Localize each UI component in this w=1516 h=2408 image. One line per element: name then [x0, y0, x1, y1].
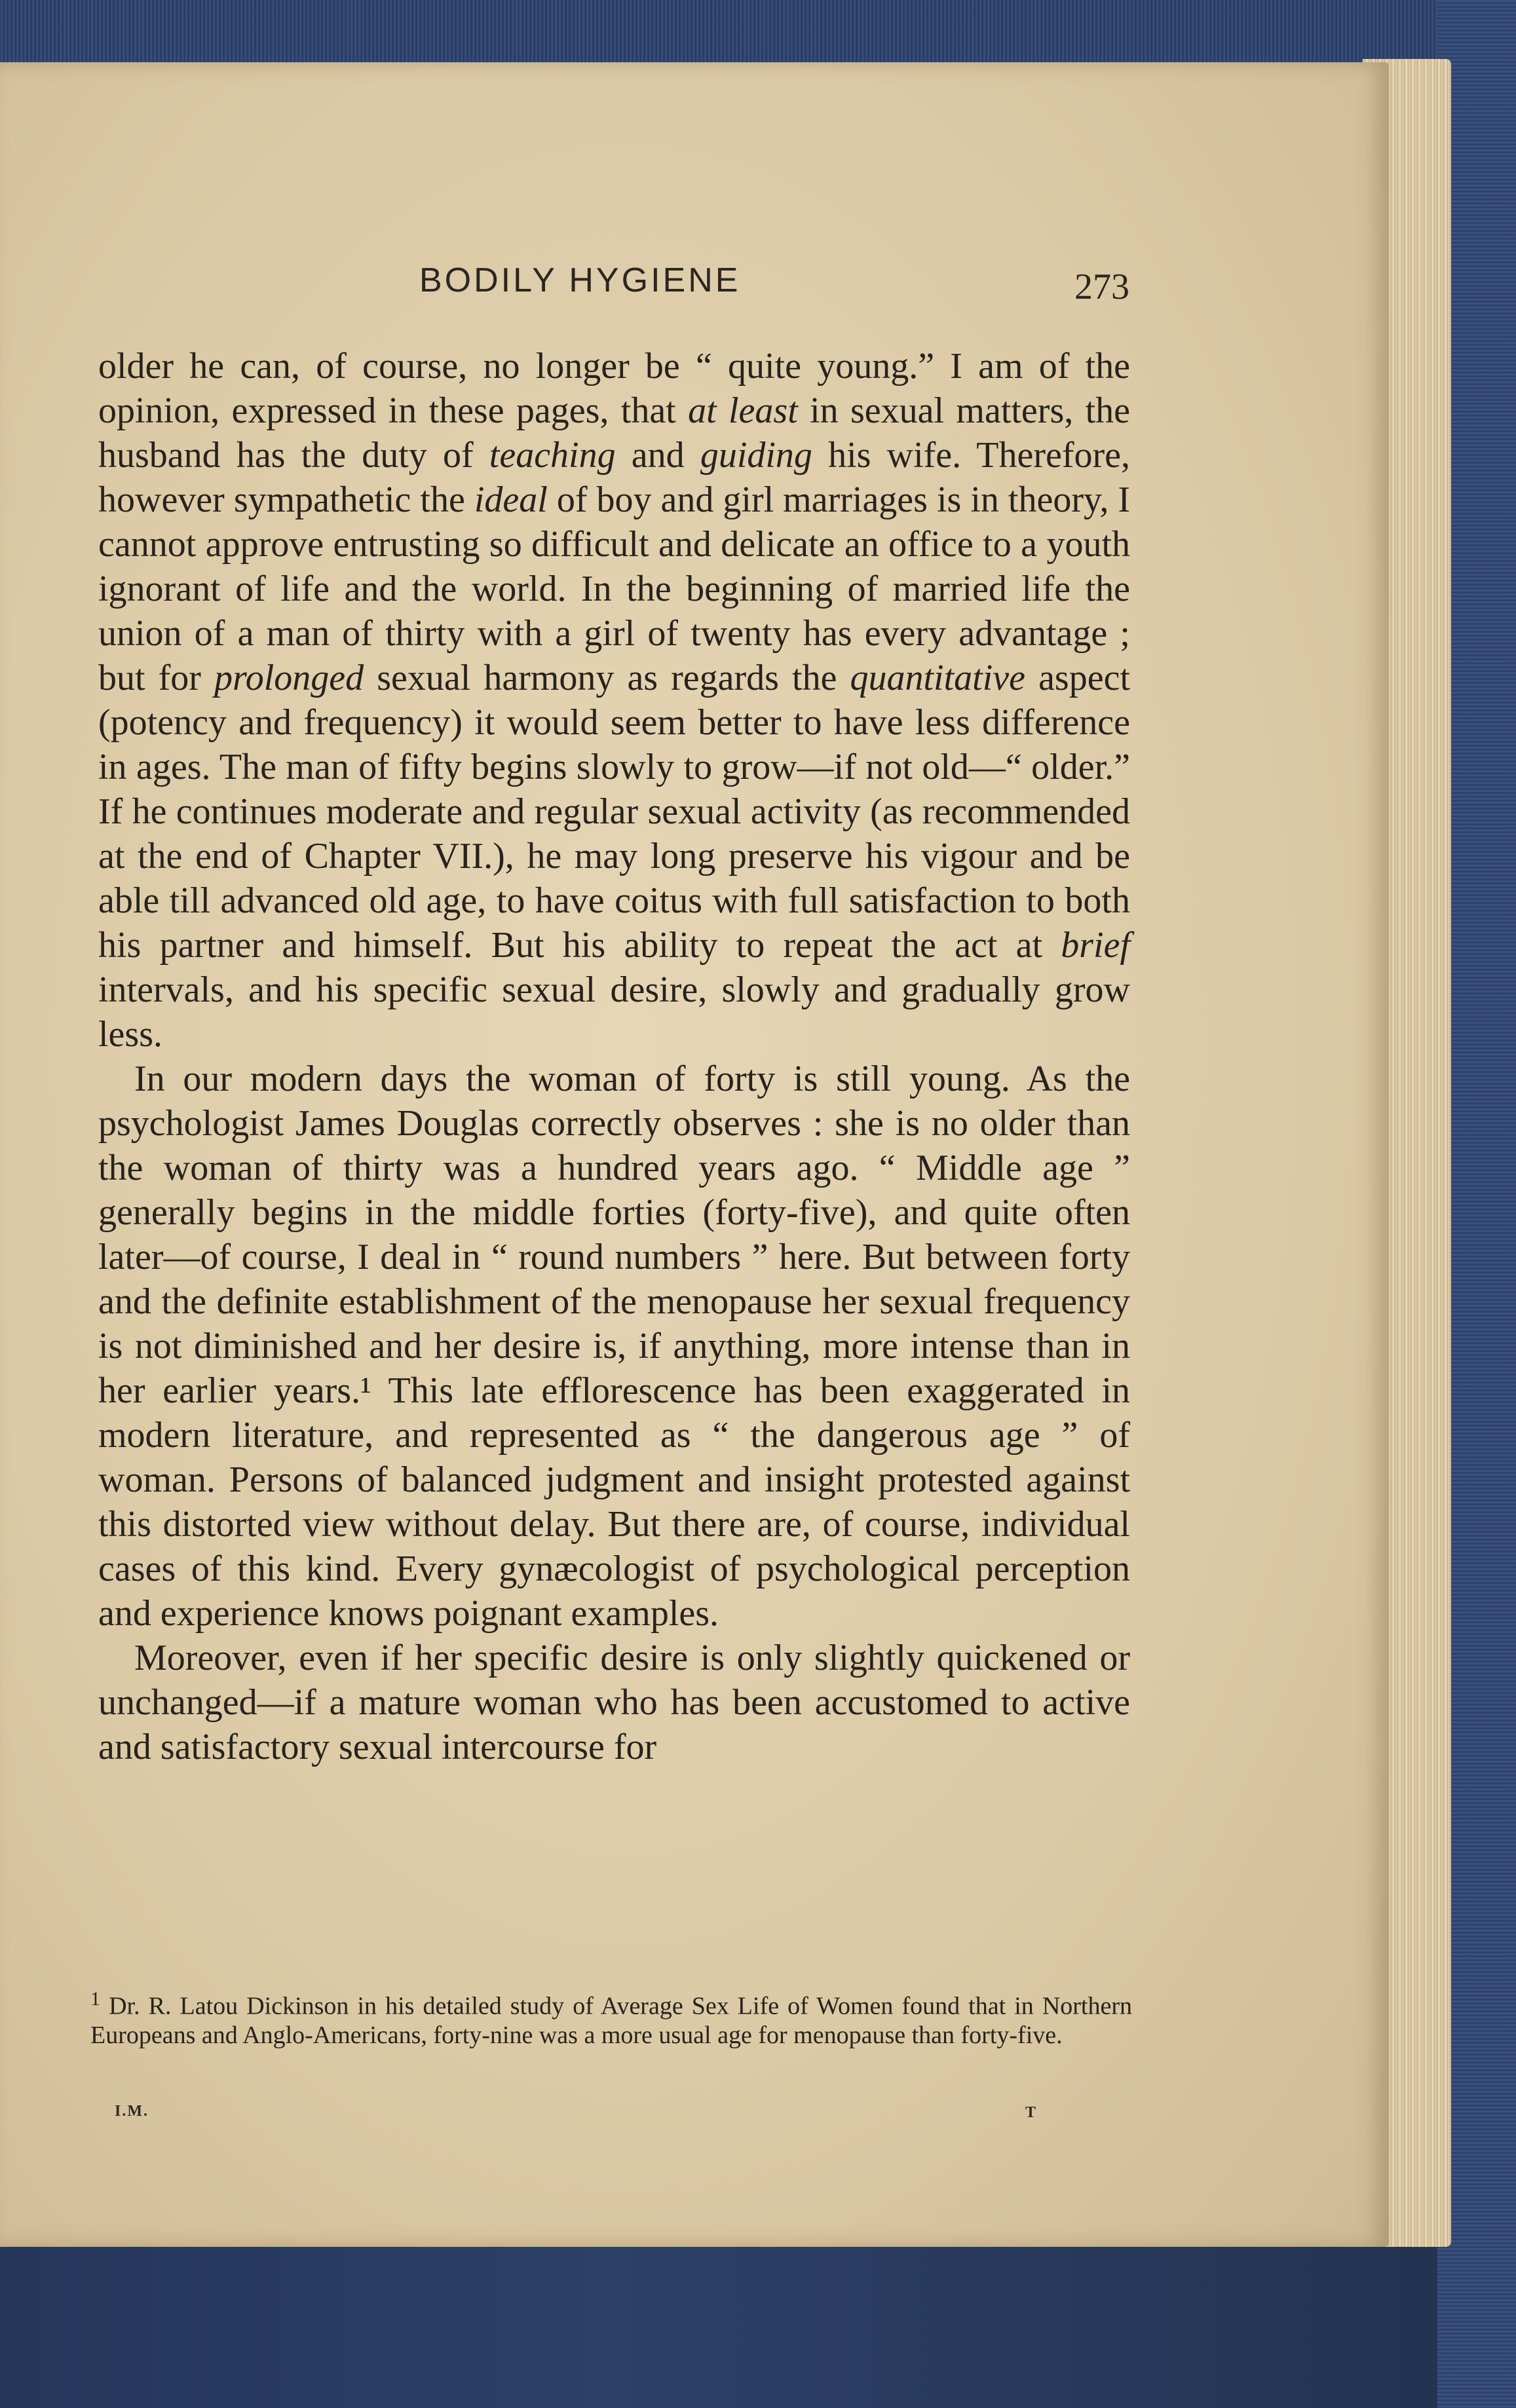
signature-letter: T: [1025, 2104, 1036, 2121]
paragraph-3: Moreover, even if her specific desire is only slightly quickened or unchanged—if a mature woman who has been accustomed to active and satisfactory sexual intercourse for: [98, 1638, 1130, 1767]
cover-top-edge: [0, 0, 1516, 72]
running-title: BODILY HYGIENE: [419, 261, 741, 299]
italic-emphasis: prolonged: [214, 658, 364, 698]
paragraph-2: In our modern days the woman of forty is still young. As the psychologist James Douglas correctly observes : she is no older than the woman of thirty was a hundred years ago. “ Middle age ” generally begins in the middle forties (forty-five), and quite often later—of course, I deal in “ round numbers ” here. But between forty and the definite establishment of the menopause her sexual frequency is not diminished and her desire is, if anything, more intense than in her earlier years.¹ This late efflorescence has been exaggerated in modern literature, and represented as “ the dangerous age ” of woman. Persons of balanced judgment and insight protested against this distorted view without delay. But there are, of course, individual cases of this kind. Every gynæcologist of psychological perception and experience knows poignant examples.: [98, 1059, 1130, 1634]
paragraph-1: older he can, of course, no longer be “ quite young.” I am of the opinion, expressed in these pages, that at least in sexual matters, the husband has the duty of teaching and guiding his wife. Therefore, however sympathetic the ideal of boy and girl marriages is in theory, I cannot approve entrusting so difficult and delicate an office to a youth ignorant of life and the world. In the beginning of married life the union of a man of thirty with a girl of twenty has every advantage ; but for prolonged sexual harmony as regards the quantitative aspect (potency and frequency) it would seem better to have less difference in ages. The man of fifty begins slowly to grow—if not old—“ older.” If he continues moderate and regular sexual activity (as recommended at the end of Chapter VII.), he may long preserve his vigour and be able till advanced old age, to have coitus with full satisfaction to both his partner and himself. But his ability to repeat the act at brief intervals, and his specific sexual desire, slowly and gradually grow less.: [98, 346, 1131, 1055]
italic-emphasis: teaching: [489, 435, 616, 476]
footnote-marker: 1: [90, 1988, 100, 2010]
footnote: [90, 1985, 1132, 2050]
page-header: [419, 261, 1140, 313]
italic-emphasis: brief: [1061, 925, 1130, 966]
footnote-text: Dr. R. Latou Dickinson in his detailed study of Average Sex Life of Women found that in Northern Europeans and Anglo-Americans, forty-nine was a more usual age for menopause than forty-five.: [90, 1992, 1132, 2049]
page-number: 273: [1074, 267, 1129, 307]
body-text: [98, 344, 1130, 1769]
italic-emphasis: ideal: [474, 480, 548, 520]
italic-emphasis: guiding: [700, 435, 812, 476]
italic-emphasis: quantitative: [850, 658, 1026, 698]
italic-emphasis: at least: [688, 390, 798, 431]
signature-mark: I.M.: [115, 2103, 149, 2120]
